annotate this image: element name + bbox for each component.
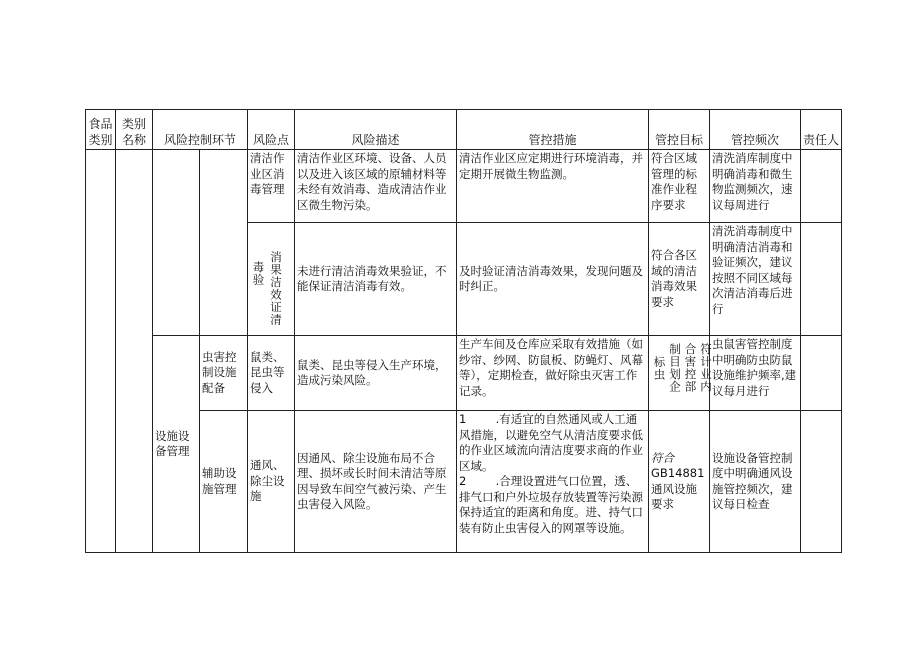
measure-cell: 清洁作业区应定期进行环境消毒，并定期开展微生物监测。 — [457, 150, 649, 223]
risk-desc-cell: 鼠类、昆虫等侵入生产环境，造成污染风险。 — [295, 336, 457, 411]
header-responsible: 责任人 — [801, 110, 842, 150]
stage-main-cell — [153, 150, 200, 336]
table-row — [86, 336, 842, 411]
stage-sub-cell — [200, 150, 248, 336]
goal-cell: 符合各区域的清洁消毒效果要求 — [649, 223, 710, 336]
header-category-name: 类别名称 — [116, 110, 153, 150]
freq-cell: 虫鼠害管控制度中明确防虫防鼠设施维护频率,建议每月进行 — [710, 336, 801, 411]
risk-desc-cell: 未进行清洁消毒效果验证，不能保证清洁消毒有效。 — [295, 223, 457, 336]
risk-desc-cell: 因通风、除尘设施布局不合理、损坏或长时间未清洁等原因导致车间空气被污染、产生虫害侵入风险。 — [295, 411, 457, 553]
category-name-cell — [116, 150, 153, 553]
goal-cell: 符合区域管理的标准作业程序要求 — [649, 150, 710, 223]
risk-point-cell: 鼠类、昆虫等侵入 — [248, 336, 295, 411]
food-category-cell — [86, 150, 116, 553]
header-control-goal: 管控目标 — [649, 110, 710, 150]
responsible-cell — [801, 223, 842, 336]
header-control-measure: 管控措施 — [457, 110, 649, 150]
table-row — [86, 150, 842, 223]
header-risk-desc: 风险描述 — [295, 110, 457, 150]
measure-item: 1 .有适宜的自然通风或人工通风措施，以避免空气从清洁度要求低的作业区域流向清洁度要求商的作业区域。 — [459, 412, 644, 473]
header-risk-point: 风险点 — [248, 110, 295, 150]
header-food-category: 食品类别 — [86, 110, 116, 150]
header-control-freq: 管控频次 — [710, 110, 801, 150]
header-row — [86, 110, 842, 150]
responsible-cell — [801, 150, 842, 223]
header-stage: 风险控制环节 — [153, 110, 248, 150]
goal-cell: 符计业内合害控部制目划企标虫 — [649, 336, 710, 411]
freq-cell: 清洗消库制度中明确消毒和微生物监测频次，速议每周进行 — [710, 150, 801, 223]
measure-cell: 及时验证清洁消毒效果，发现问题及时纠正。 — [457, 223, 649, 336]
risk-control-table — [85, 109, 842, 553]
measure-cell — [457, 411, 649, 553]
freq-cell: 清洗消毒制度中明确清洁消毒和验证频次，建议按照不同区域每次清洁消毒后进行 — [710, 223, 801, 336]
measure-cell: 生产车间及仓库应采取有效措施（如纱帘、纱网、防鼠板、防蝇灯、风幕等），定期检查，做好除虫灭害工作记录。 — [457, 336, 649, 411]
measure-item: 2 .合理设置进气口位置，透、排气口和户外垃圾存放装置等污染源保持适宜的距离和角度。进、持气口装有防止虫害侵入的网罩等设施。 — [459, 474, 644, 535]
risk-point-cell: 清洁作业区消毒管理 — [248, 150, 295, 223]
stage-sub-cell: 虫害控制设施配备 — [200, 336, 248, 411]
freq-cell: 设施设备管控制度中明确通风设施管控频次，建议每日检查 — [710, 411, 801, 553]
responsible-cell — [801, 411, 842, 553]
risk-point-cell: 通风、除尘设施 — [248, 411, 295, 553]
stage-main-cell: 设施设备管理 — [153, 336, 200, 553]
table-row — [86, 411, 842, 553]
risk-point-cell: 毒验 消果洁效证清 — [248, 223, 295, 336]
risk-desc-cell: 清洁作业区环境、设备、人员以及进入该区域的原辅材料等未经有效消毒、造成清洁作业区微生物污染。 — [295, 150, 457, 223]
goal-cell: 符合 GB14881通风设施要求 — [649, 411, 710, 553]
stage-sub-cell: 辅助设施管理 — [200, 411, 248, 553]
responsible-cell — [801, 336, 842, 411]
